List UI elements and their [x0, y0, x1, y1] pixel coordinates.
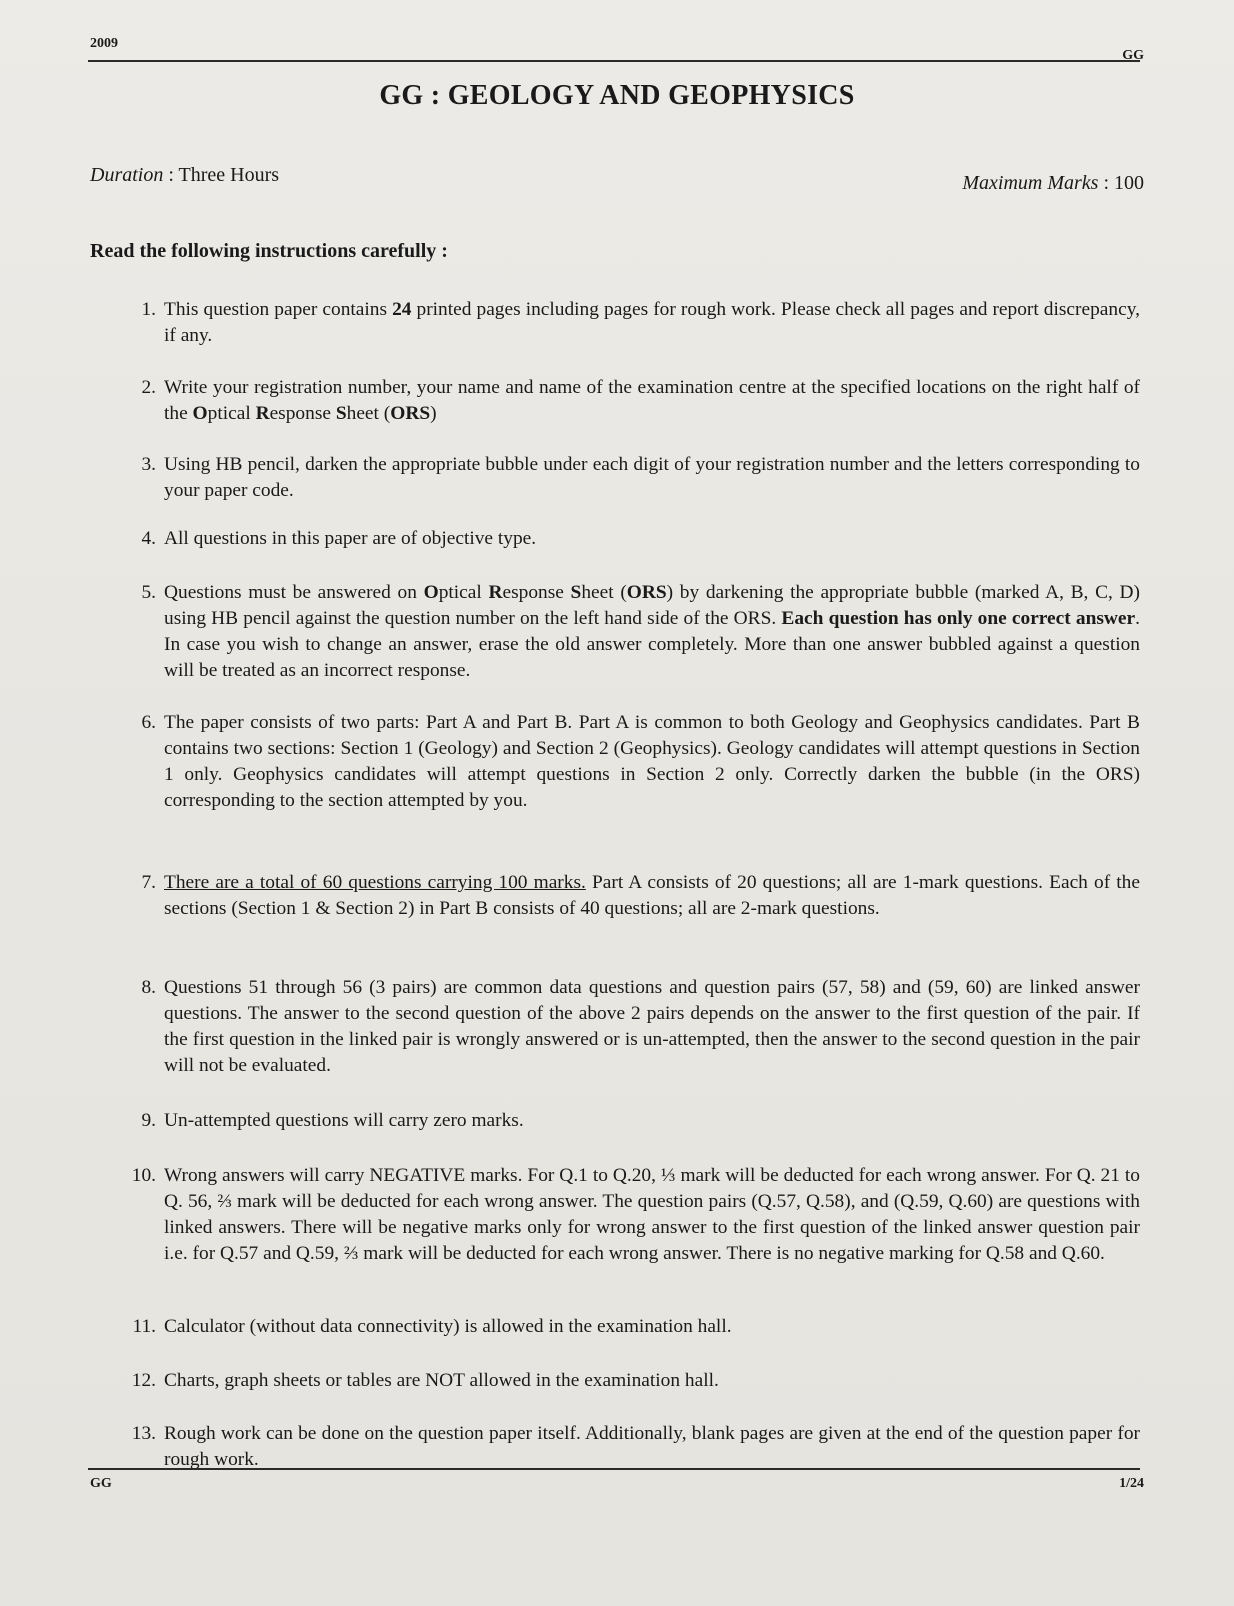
duration — [90, 164, 279, 187]
instruction-text-run: Wrong answers will carry NEGATIVE marks. For Q.1 to Q.20, ⅓ mark will be deducted for each wrong answer. For Q. 21 to Q. 56, ⅔ mark will be deducted for each wrong answer. The question pairs (Q.57, Q.58), and (Q.59, Q.60) are questions with linked answers. There will be negative marks only for wrong answer to the first question of the linked answer question pair i.e. for Q.57 and Q.59, ⅔ mark will be deducted for each wrong answer. There is no negative marking for Q.58 and Q.60. — [164, 1165, 1140, 1264]
instruction-item — [122, 975, 1140, 1079]
instruction-text-run: ) by darkening the appropriate bubble (marked A, B, C, D) using HB pencil against the question number on the left hand side of the ORS. — [164, 582, 1140, 629]
instruction-text-run: ptical — [207, 403, 256, 424]
instruction-text — [164, 580, 1140, 684]
instruction-number: 6. — [141, 712, 156, 733]
instruction-number: 1. — [141, 299, 156, 320]
instruction-text-run: . In case you wish to change an answer, erase the old answer completely. More than one answer bubbled against a question will be treated as an incorrect response. — [164, 608, 1140, 681]
instruction-number: 5. — [141, 582, 156, 603]
instruction-text — [164, 297, 1140, 349]
maximum-marks — [962, 172, 1144, 195]
instruction-text-run: Part A consists of 20 questions; all are 1-mark questions. Each of the sections (Section 1 & Section 2) in Part B consists of 40 questions; all are 2-mark questions. — [164, 872, 1140, 919]
header-rule — [88, 60, 1140, 62]
duration-value: : Three Hours — [168, 164, 280, 186]
instruction-text-run: printed pages including pages for rough work. Please check all pages and report discrepancy, if any. — [164, 299, 1140, 346]
header-paper-code: GG — [1122, 48, 1144, 63]
instruction-text-run: ptical — [438, 582, 489, 603]
instruction-text — [164, 975, 1140, 1079]
instruction-text-run: Calculator (without data connectivity) is allowed in the examination hall. — [164, 1316, 732, 1337]
maximum-marks-label: Maximum Marks — [962, 172, 1099, 194]
instruction-text-run: Rough work can be done on the question paper itself. Additionally, blank pages are given at the end of the question paper for rough work. — [164, 1423, 1140, 1470]
instructions-heading: Read the following instructions carefully : — [90, 240, 448, 262]
instruction-text-run: 24 — [392, 299, 412, 320]
instruction-text-run: O — [192, 403, 208, 424]
footer-rule — [88, 1468, 1140, 1470]
instruction-text-run: Charts, graph sheets or tables are NOT allowed in the examination hall. — [164, 1370, 719, 1391]
instruction-text-run: Questions 51 through 56 (3 pairs) are common data questions and question pairs (57, 58) and (59, 60) are linked answer questions. The answer to the second question of the above 2 pairs depends on the answer to the first question of the pair. If the first question in the linked pair is wrongly answered or is un-attempted, then the answer to the second question in the pair will not be evaluated. — [164, 977, 1140, 1076]
instruction-text — [164, 870, 1140, 922]
instruction-number: 8. — [141, 977, 156, 998]
instruction-text-run: ORS — [626, 582, 667, 603]
instruction-number: 12. — [131, 1370, 156, 1391]
instruction-text — [164, 1108, 1140, 1134]
instruction-text — [164, 526, 1140, 552]
duration-label: Duration — [90, 164, 164, 186]
instruction-text — [164, 1368, 1140, 1394]
instruction-item — [122, 710, 1140, 814]
instruction-item — [122, 580, 1140, 684]
instruction-text-run: Un-attempted questions will carry zero marks. — [164, 1110, 524, 1131]
instruction-text-run: Questions must be answered on — [164, 582, 424, 603]
instruction-number: 9. — [141, 1110, 156, 1131]
instruction-text-run: Each question has only one correct answer — [781, 608, 1136, 629]
instruction-text-run: ) — [430, 403, 437, 424]
instruction-number: 13. — [131, 1423, 156, 1444]
instruction-item — [122, 1314, 1140, 1340]
instruction-text — [164, 452, 1140, 504]
instruction-text-run: S — [335, 403, 347, 424]
instruction-text — [164, 710, 1140, 814]
instruction-item — [122, 526, 1140, 552]
instruction-text-run: All questions in this paper are of objective type. — [164, 528, 537, 549]
footer-paper-code: GG — [90, 1476, 112, 1491]
instruction-number: 3. — [141, 454, 156, 475]
maximum-marks-value: : 100 — [1103, 172, 1144, 194]
instruction-number: 11. — [132, 1316, 156, 1337]
instruction-text-run: esponse — [269, 403, 336, 424]
instruction-text — [164, 1314, 1140, 1340]
instruction-item — [122, 375, 1140, 427]
header-year: 2009 — [90, 36, 118, 51]
instruction-item — [122, 1368, 1140, 1394]
instruction-item — [122, 870, 1140, 922]
instruction-number: 10. — [131, 1165, 156, 1186]
instruction-text-run: The paper consists of two parts: Part A and Part B. Part A is common to both Geology and Geophysics candidates. Part B contains two sections: Section 1 (Geology) and Section 2 (Geophysics). Geology candidates will attempt questions in Section 1 only. Geophysics candidates will attempt questions in Section 2 only. Correctly darken the bubble (in the ORS) corresponding to the section attempted by you. — [164, 712, 1140, 811]
instruction-text-run: There are a total of 60 questions carrying 100 marks. — [164, 872, 586, 893]
instruction-item — [122, 297, 1140, 349]
instruction-text-run: This question paper contains — [164, 299, 393, 320]
instruction-number: 2. — [141, 377, 156, 398]
instruction-text — [164, 1163, 1140, 1267]
page-number: 1/24 — [1119, 1476, 1144, 1491]
instruction-text-run: ORS — [390, 403, 431, 424]
instruction-text-run: Write your registration number, your name and name of the examination centre at the specified locations on the right half of the — [164, 377, 1140, 424]
instruction-item — [122, 1421, 1140, 1473]
instruction-text-run: R — [488, 582, 503, 603]
instruction-item — [122, 452, 1140, 504]
page-title: GG : GEOLOGY AND GEOPHYSICS — [379, 80, 855, 111]
instruction-item — [122, 1163, 1140, 1267]
instruction-text-run: heet ( — [581, 582, 627, 603]
instruction-text-run: S — [570, 582, 582, 603]
instruction-text-run: Using HB pencil, darken the appropriate bubble under each digit of your registration number and the letters corresponding to your paper code. — [164, 454, 1140, 501]
instruction-text-run: O — [423, 582, 439, 603]
instruction-text-run: R — [255, 403, 270, 424]
instruction-text — [164, 375, 1140, 427]
instruction-text-run: esponse — [502, 582, 571, 603]
instruction-number: 4. — [141, 528, 156, 549]
instruction-number: 7. — [141, 872, 156, 893]
instruction-item — [122, 1108, 1140, 1134]
instruction-text-run: heet ( — [346, 403, 391, 424]
instruction-text — [164, 1421, 1140, 1473]
